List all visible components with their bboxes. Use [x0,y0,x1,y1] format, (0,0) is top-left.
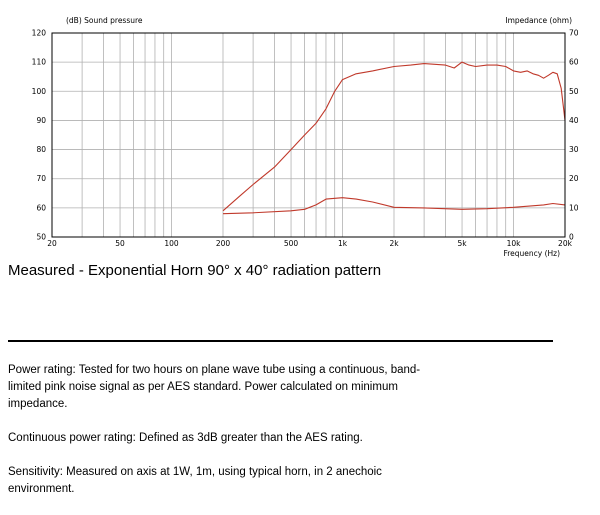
y-right-tick-label: 30 [569,145,579,155]
sensitivity-note: Sensitivity: Measured on axis at 1W, 1m, using typical horn, in 2 anechoic environment. [8,466,382,495]
y-left-tick-label: 80 [36,145,46,155]
y-left-tick-label: 60 [36,203,46,213]
x-tick-label: 500 [283,239,299,248]
y-left-tick-label: 70 [36,174,46,184]
y-left-tick-label: 100 [31,86,46,96]
y-left-axis-label: (dB) Sound pressure [66,16,143,25]
x-axis-label: Frequency (Hz) [503,249,560,258]
power-rating-note: Power rating: Tested for two hours on plane wave tube using a continuous, band-limited pink noise signal as per AES standard. Power calculated on minimum impedance. [8,364,421,410]
x-tick-label: 50 [115,239,125,248]
y-right-tick-label: 0 [569,232,574,242]
y-right-tick-label: 60 [569,57,579,67]
chart-caption: Measured - Exponential Horn 90° x 40° radiation pattern [8,262,382,279]
x-tick-label: 200 [215,239,231,248]
y-left-tick-label: 90 [36,115,46,125]
y-left-tick-label: 120 [31,28,46,38]
y-left-tick-label: 110 [31,57,46,67]
y-right-tick-label: 70 [569,28,579,38]
x-tick-label: 1k [337,239,348,248]
continuous-power-note: Continuous power rating: Defined as 3dB greater than the AES rating. [8,432,363,444]
y-left-tick-label: 50 [36,232,46,242]
divider [8,340,553,342]
y-right-tick-label: 50 [569,86,579,96]
x-tick-label: 100 [164,239,179,248]
x-tick-label: 2k [389,239,399,248]
y-right-tick-label: 20 [569,174,579,184]
x-tick-label: 20k [558,239,572,248]
spec-notes [8,362,428,515]
x-tick-label: 10k [506,239,521,248]
x-tick-label: 20 [47,239,57,248]
plot-background [52,33,565,237]
y-right-tick-label: 40 [569,115,579,125]
y-right-tick-label: 10 [569,203,579,213]
y-right-axis-label: Impedance (ohm) [505,16,572,25]
x-tick-label: 5k [457,239,467,248]
